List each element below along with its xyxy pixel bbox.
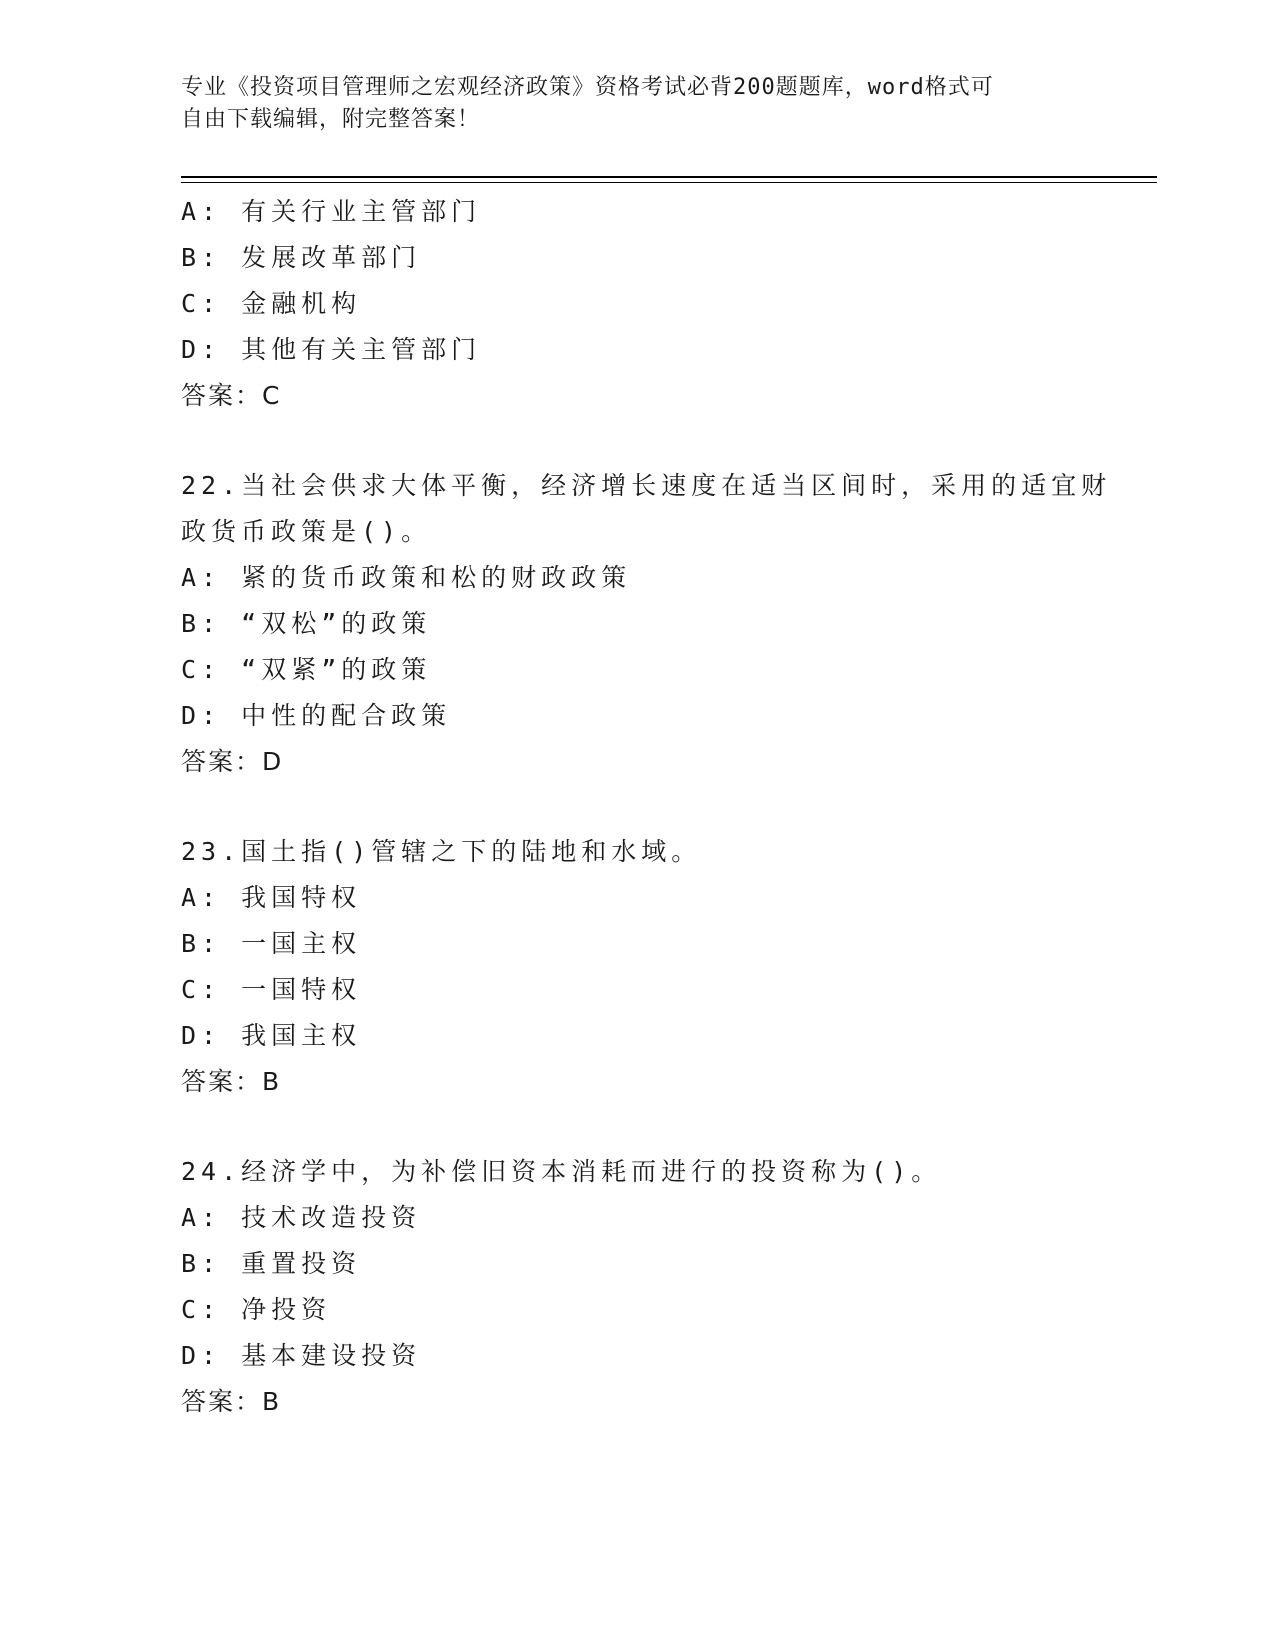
question-list	[181, 189, 1112, 1425]
option-c: C: 净投资	[181, 1295, 332, 1324]
option-c: C: 一国特权	[181, 975, 362, 1004]
option-b: B: 一国主权	[181, 929, 362, 958]
question-stem: 22.当社会供求大体平衡，经济增长速度在适当区间时，采用的适宜财	[181, 471, 1112, 500]
header-line-2: 自由下载编辑，附完整答案！	[181, 107, 481, 132]
question-23	[181, 829, 1081, 1105]
option-b: B: 重置投资	[181, 1249, 362, 1278]
spacer	[181, 785, 1081, 829]
option-d: D: 其他有关主管部门	[181, 335, 482, 364]
option-d: D: 基本建设投资	[181, 1341, 422, 1370]
header-line-1: 专业《投资项目管理师之宏观经济政策》资格考试必背200题题库，word格式可	[181, 75, 994, 100]
answer: 答案：D	[181, 747, 284, 776]
option-d: D: 中性的配合政策	[181, 701, 452, 730]
spacer	[181, 1105, 1081, 1149]
option-b: B: 发展改革部门	[181, 243, 422, 272]
option-b: B: “双松”的政策	[181, 609, 432, 638]
answer: 答案：B	[181, 1067, 282, 1096]
answer: 答案：C	[181, 381, 282, 410]
option-a: A: 紧的货币政策和松的财政政策	[181, 563, 632, 592]
spacer	[181, 419, 1081, 463]
option-d: D: 我国主权	[181, 1021, 362, 1050]
option-c: C: 金融机构	[181, 289, 362, 318]
question-21	[181, 189, 1081, 419]
option-a: A: 我国特权	[181, 883, 362, 912]
document-header	[181, 72, 1061, 136]
question-stem: 23.国土指()管辖之下的陆地和水域。	[181, 837, 702, 866]
header-divider-thin	[181, 182, 1157, 183]
question-24	[181, 1149, 1081, 1425]
option-a: A: 有关行业主管部门	[181, 197, 482, 226]
answer: 答案：B	[181, 1387, 282, 1416]
option-a: A: 技术改造投资	[181, 1203, 422, 1232]
question-stem-continued: 政货币政策是()。	[181, 517, 432, 546]
header-divider-thick	[181, 176, 1157, 178]
question-stem: 24.经济学中，为补偿旧资本消耗而进行的投资称为()。	[181, 1157, 942, 1186]
question-22	[181, 463, 1112, 785]
option-c: C: “双紧”的政策	[181, 655, 432, 684]
